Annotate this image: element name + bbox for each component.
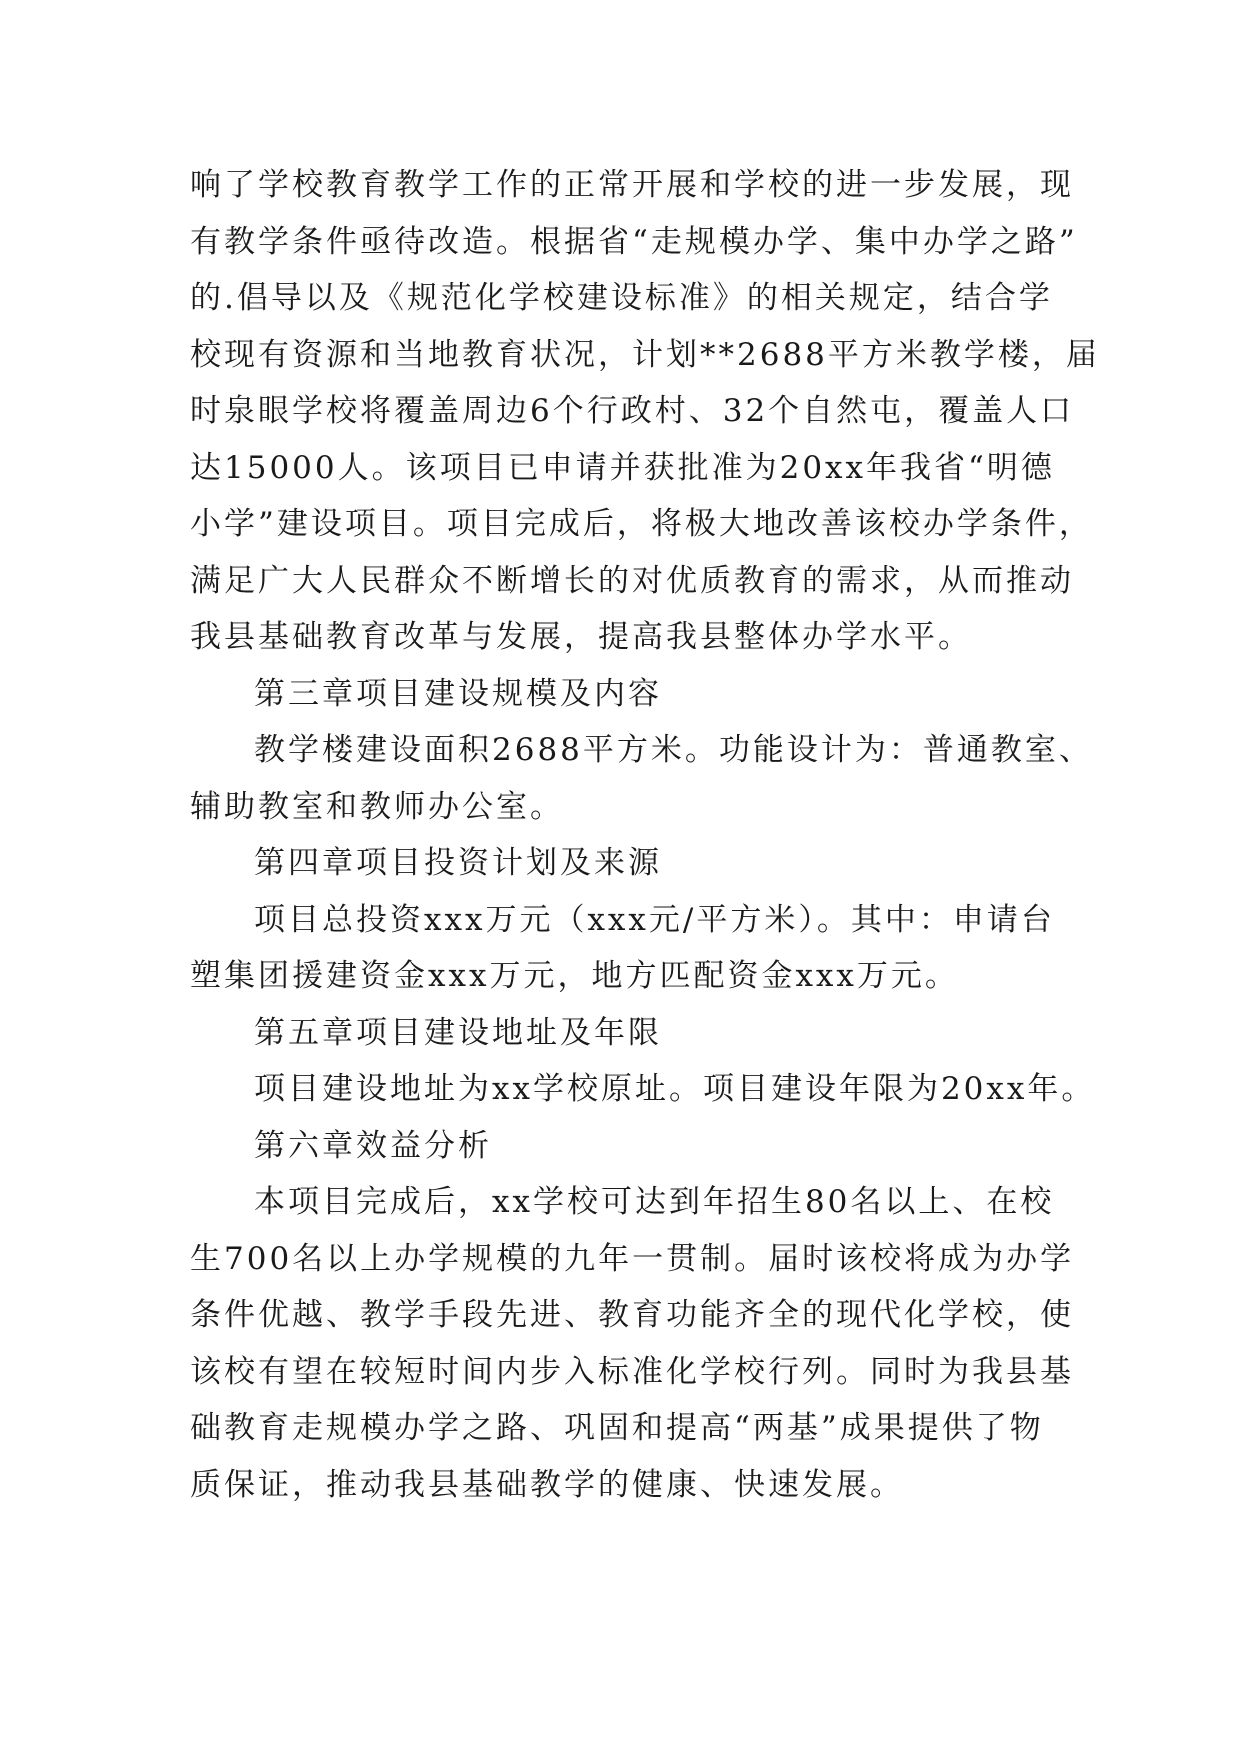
body-line: 小学”建设项目。项目完成后，将极大地改善该校办学条件， bbox=[190, 506, 1093, 542]
body-line: 生700名以上办学规模的九年一贯制。届时该校将成为办学 bbox=[190, 1240, 1075, 1277]
body-line: 条件优越、教学手段先进、教育功能齐全的现代化学校，使 bbox=[190, 1297, 1074, 1333]
body-line: 塑集团援建资金xxx万元，地方匹配资金xxx万元。 bbox=[190, 958, 959, 994]
body-line: 质保证，推动我县基础教学的健康、快速发展。 bbox=[190, 1466, 904, 1503]
body-line: 础教育走规模办学之路、巩固和提高“两基”成果提供了物 bbox=[190, 1410, 1044, 1446]
body-line: 教学楼建设面积2688平方米。功能设计为：普通教室、 bbox=[254, 732, 1093, 768]
body-line: 本项目完成后，xx学校可达到年招生80名以上、在校 bbox=[254, 1184, 1055, 1220]
body-line: 该校有望在较短时间内步入标准化学校行列。同时为我县基 bbox=[190, 1353, 1074, 1390]
body-line: 满足广大人民群众不断增长的对优质教育的需求，从而推动 bbox=[190, 562, 1074, 599]
body-line: 我县基础教育改革与发展，提高我县整体办学水平。 bbox=[190, 619, 972, 655]
chapter-heading-5: 第五章项目建设地址及年限 bbox=[254, 1014, 662, 1051]
body-line: 辅助教室和教师办公室。 bbox=[190, 788, 564, 825]
chapter-heading-4: 第四章项目投资计划及来源 bbox=[254, 845, 662, 881]
chapter-heading-3: 第三章项目建设规模及内容 bbox=[254, 675, 662, 712]
body-line: 的.倡导以及《规范化学校建设标准》的相关规定，结合学 bbox=[190, 280, 1053, 316]
body-line: 项目总投资xxx万元（xxx元/平方米）。其中：申请台 bbox=[254, 901, 1055, 938]
body-line: 校现有资源和当地教育状况，计划**2688平方米教学楼，届 bbox=[190, 336, 1100, 373]
body-line: 响了学校教育教学工作的正常开展和学校的进一步发展，现 bbox=[190, 167, 1074, 203]
body-line: 项目建设地址为xx学校原址。项目建设年限为20xx年。 bbox=[254, 1071, 1096, 1107]
chapter-heading-6: 第六章效益分析 bbox=[254, 1127, 492, 1164]
body-line: 达15000人。该项目已申请并获批准为20xx年我省“明德 bbox=[190, 449, 1055, 486]
body-line: 有教学条件亟待改造。根据省“走规模办学、集中办学之路” bbox=[190, 223, 1078, 260]
body-line: 时泉眼学校将覆盖周边6个行政村、32个自然屯，覆盖人口 bbox=[190, 393, 1075, 429]
document-body bbox=[190, 157, 1100, 1513]
